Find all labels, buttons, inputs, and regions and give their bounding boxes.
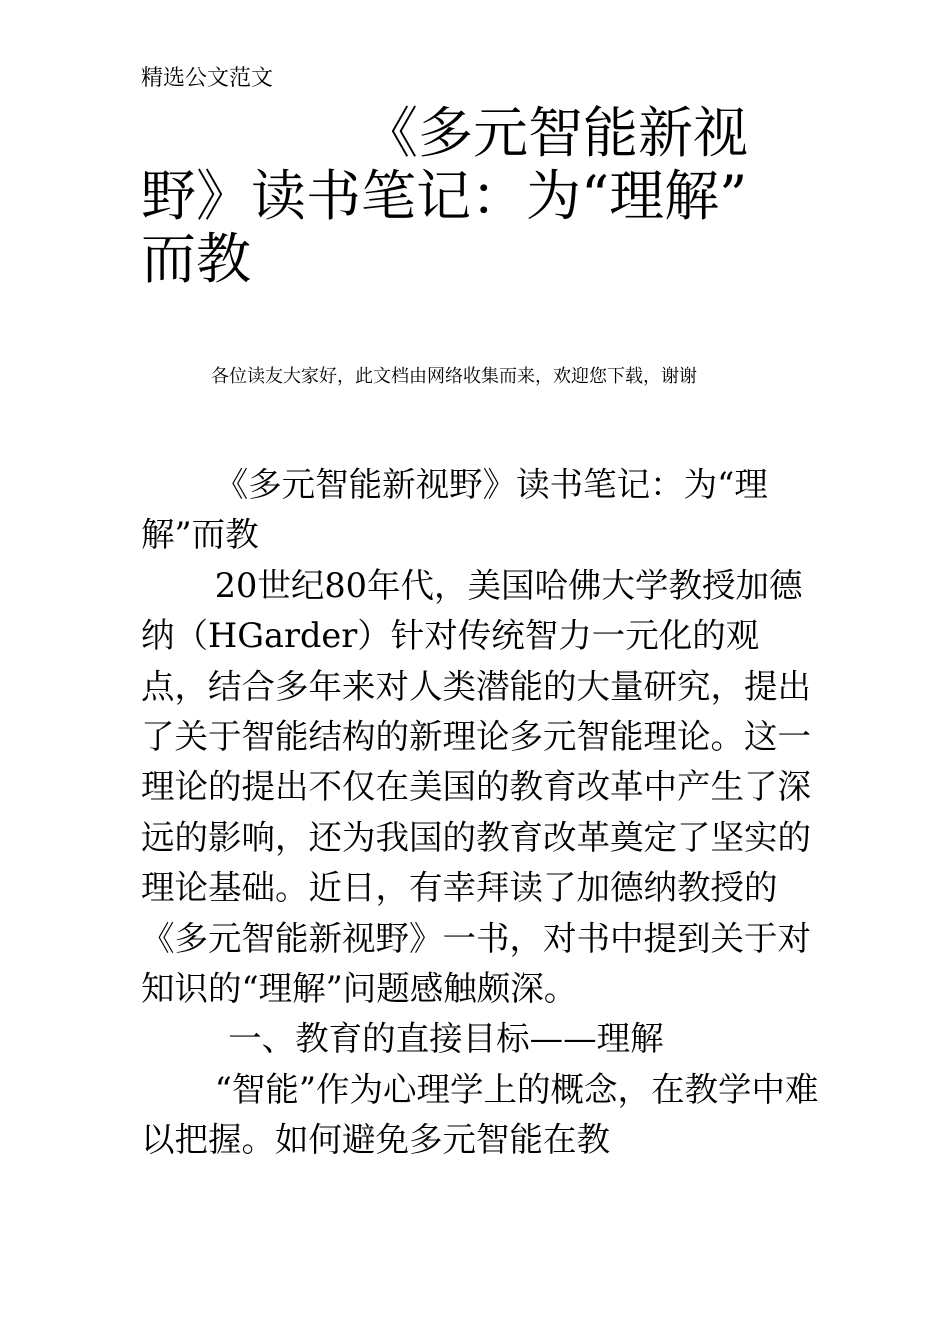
document-title xyxy=(141,102,821,291)
download-notice: 各位读友大家好，此文档由网络收集而来，欢迎您下载，谢谢 xyxy=(211,366,697,387)
header-label: 精选公文范文 xyxy=(141,66,274,91)
paragraph-intro: 20世纪80年代，美国哈佛大学教授加德纳（HGarder）针对传统智力一元化的观点，结合多年来对人类潜能的大量研究，提出了关于智能结构的新理论多元智能理论。这一理论的提出不仅在美国的教育改革中产生了深远的影响，还为我国的教育改革奠定了坚实的理论基础。近日，有幸拜读了加德纳教授的《多元智能新视野》一书，对书中提到关于对知识的“理解”问题感触颇深。 xyxy=(141,565,811,1009)
paragraph-repeat-title: 《多元智能新视野》读书笔记：为“理解”而教 xyxy=(141,465,768,555)
title-line-2: 野》读书笔记：为“理解” xyxy=(141,164,748,228)
title-line-3: 而教 xyxy=(141,227,252,291)
section-heading: 一、教育的直接目标——理解 xyxy=(228,1019,664,1059)
title-line-1: 《多元智能新视 xyxy=(363,101,749,165)
paragraph-intelligence: “智能”作为心理学上的概念，在教学中难以把握。如何避免多元智能在教 xyxy=(141,1069,819,1160)
document-body xyxy=(141,460,821,1166)
